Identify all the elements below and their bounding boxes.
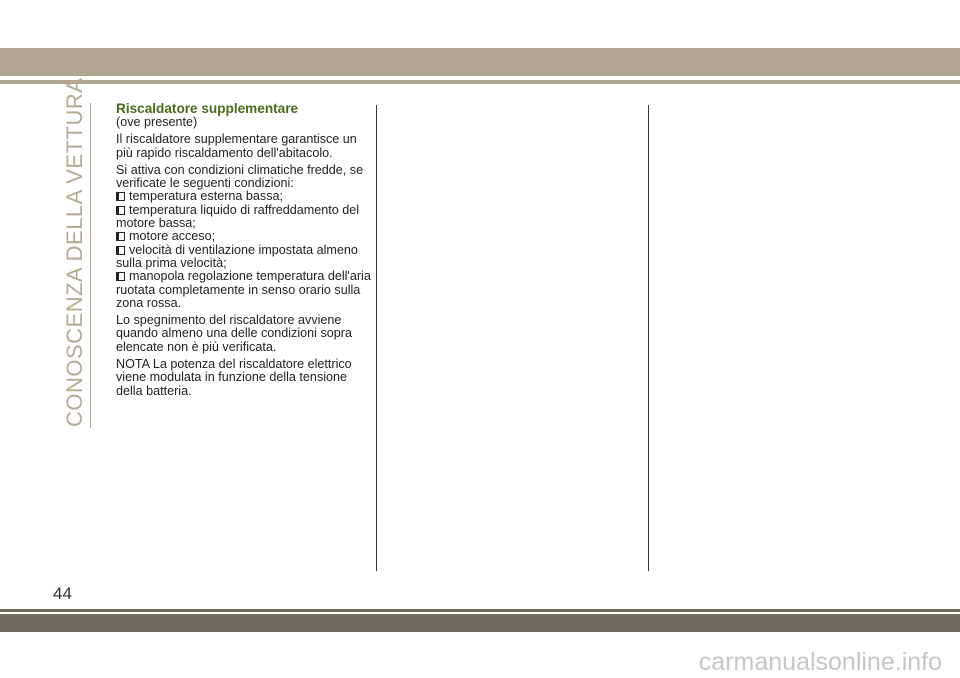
main-column	[116, 101, 371, 402]
condition-text: temperatura esterna bassa;	[129, 189, 284, 204]
column-divider-1	[376, 105, 377, 571]
note-paragraph: NOTA La potenza del riscaldatore elettrico viene modulata in funzione della tensione della batteria.	[116, 357, 352, 398]
footer-band	[0, 614, 960, 632]
checkbox-bullet-icon	[116, 232, 125, 241]
condition-item	[116, 204, 371, 231]
section-subheading: (ove presente)	[116, 115, 198, 129]
condition-item	[116, 230, 371, 243]
shutdown-paragraph: Lo spegnimento del riscaldatore avviene quando almeno una delle condizioni sopra elencate non è più verificata.	[116, 313, 352, 354]
section-heading: Riscaldatore supplementare	[116, 101, 299, 116]
checkbox-bullet-icon	[116, 206, 125, 215]
footer-rule	[0, 609, 960, 612]
checkbox-bullet-icon	[116, 192, 125, 201]
page-number: 44	[53, 584, 72, 603]
header-band	[0, 48, 960, 76]
chapter-title: CONOSCENZA DELLA VETTURA	[62, 77, 87, 427]
condition-item	[116, 270, 371, 310]
condition-text: manopola regolazione temperatura dell'aria ruotata completamente in senso orario sulla zona rossa.	[116, 269, 371, 310]
condition-text: velocità di ventilazione impostata almeno sulla prima velocità;	[116, 242, 358, 270]
condition-item	[116, 244, 371, 271]
checkbox-bullet-icon	[116, 246, 125, 255]
checkbox-bullet-icon	[116, 272, 125, 281]
watermark: carmanualsonline.info	[698, 648, 942, 676]
condition-text: temperatura liquido di raffreddamento del motore bassa;	[116, 202, 360, 231]
chapter-title-rule	[90, 103, 91, 428]
header-rule	[0, 80, 960, 84]
conditions-intro: Si attiva con condizioni climatiche fredde, se verificate le seguenti condizioni:	[116, 162, 364, 191]
column-divider-2	[648, 105, 649, 571]
intro-paragraph: Il riscaldatore supplementare garantisce un più rapido riscaldamento dell'abitacolo.	[116, 132, 357, 160]
condition-text: motore acceso;	[129, 229, 216, 244]
condition-item	[116, 190, 371, 203]
